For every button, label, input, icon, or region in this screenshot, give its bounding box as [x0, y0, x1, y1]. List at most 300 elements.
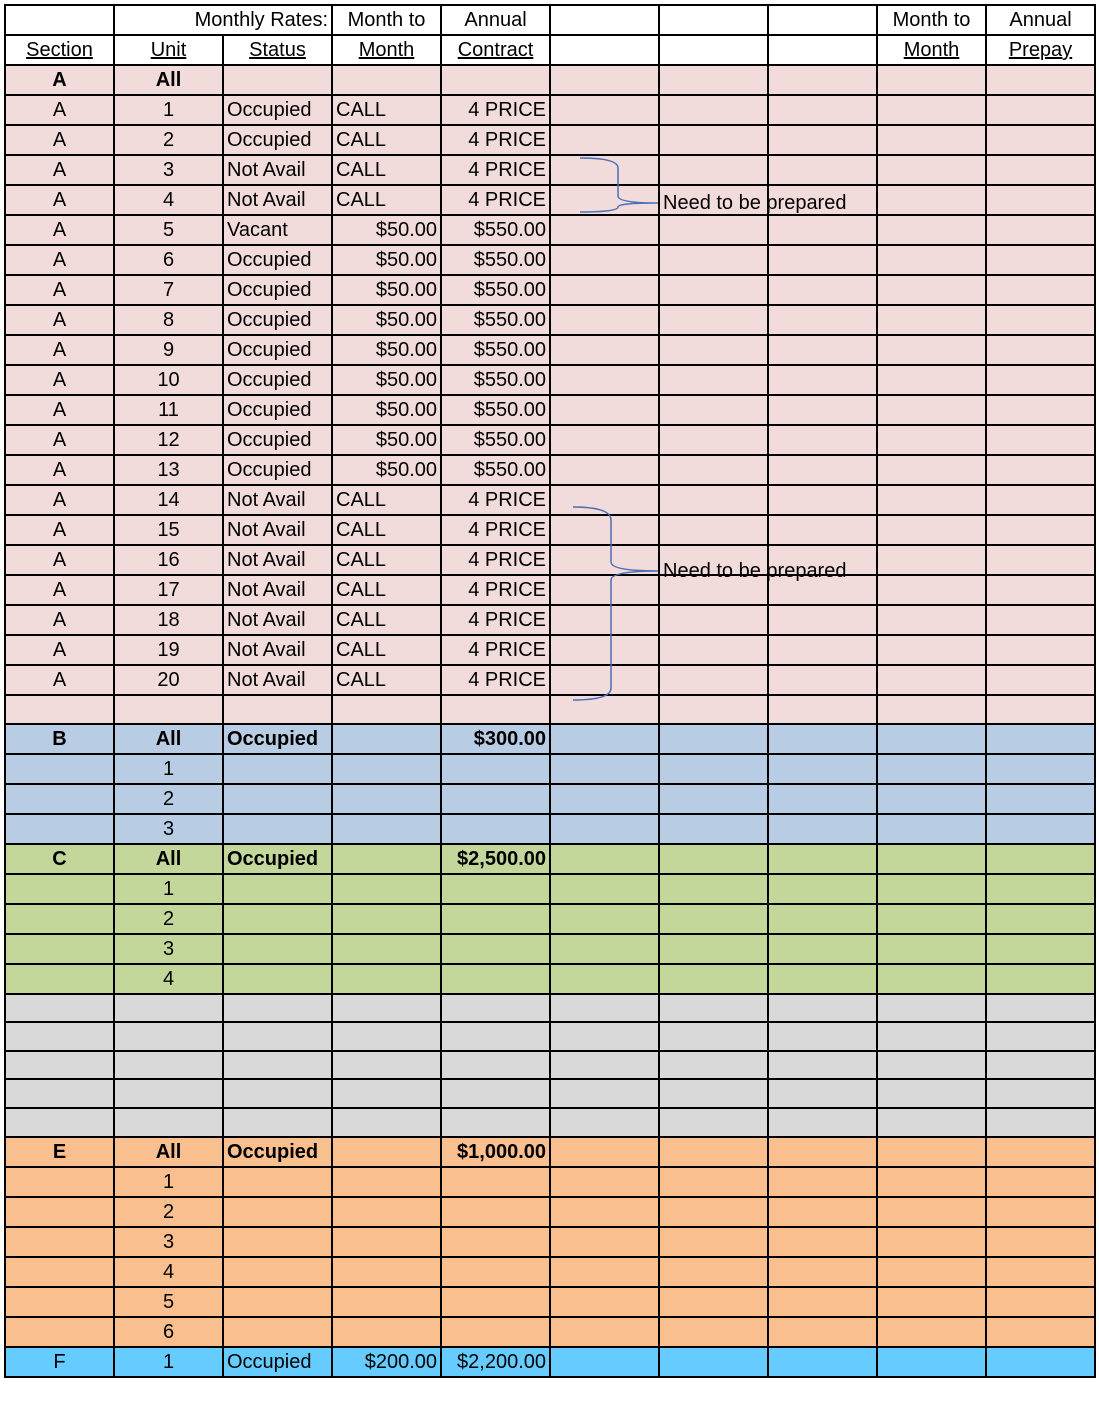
cell[interactable] [550, 515, 659, 545]
cell[interactable] [986, 1227, 1095, 1257]
section-cell[interactable]: A [5, 245, 114, 275]
cell[interactable] [332, 934, 441, 964]
annual-contract-cell[interactable]: 4 PRICE [441, 185, 550, 215]
cell[interactable] [223, 1287, 332, 1317]
cell[interactable] [768, 1287, 877, 1317]
cell[interactable] [659, 1227, 768, 1257]
annual-contract-cell[interactable]: 4 PRICE [441, 575, 550, 605]
cell[interactable] [659, 245, 768, 275]
status-cell[interactable]: Not Avail [223, 515, 332, 545]
cell[interactable] [223, 814, 332, 844]
cell[interactable] [441, 874, 550, 904]
unit-cell[interactable]: 15 [114, 515, 223, 545]
cell[interactable] [659, 575, 768, 605]
annual-contract-cell[interactable]: $550.00 [441, 275, 550, 305]
unit-cell[interactable]: 4 [114, 964, 223, 994]
section-cell[interactable]: A [5, 125, 114, 155]
cell[interactable] [659, 395, 768, 425]
unit-cell[interactable]: 1 [114, 874, 223, 904]
annual-contract-cell[interactable]: 4 PRICE [441, 95, 550, 125]
cell[interactable] [877, 934, 986, 964]
month-header-2[interactable]: Month [877, 35, 986, 65]
cell[interactable] [986, 305, 1095, 335]
section-cell[interactable]: A [5, 515, 114, 545]
cell[interactable] [659, 934, 768, 964]
cell[interactable] [441, 1317, 550, 1347]
cell[interactable] [877, 1287, 986, 1317]
cell[interactable] [877, 904, 986, 934]
cell[interactable] [659, 95, 768, 125]
cell[interactable] [550, 994, 659, 1023]
cell[interactable] [441, 1257, 550, 1287]
status-cell[interactable]: Not Avail [223, 665, 332, 695]
cell[interactable] [550, 904, 659, 934]
cell[interactable] [550, 1347, 659, 1377]
cell[interactable] [768, 395, 877, 425]
unit-cell[interactable]: 12 [114, 425, 223, 455]
section-cell[interactable]: A [5, 335, 114, 365]
section-cell[interactable]: A [5, 635, 114, 665]
month-to-month-cell[interactable]: $50.00 [332, 305, 441, 335]
unit-cell[interactable]: 18 [114, 605, 223, 635]
cell[interactable] [877, 1317, 986, 1347]
cell[interactable] [441, 1079, 550, 1108]
cell[interactable] [877, 695, 986, 724]
cell[interactable] [768, 1108, 877, 1137]
cell[interactable] [659, 1317, 768, 1347]
cell[interactable] [332, 1227, 441, 1257]
cell[interactable] [768, 784, 877, 814]
cell[interactable] [659, 635, 768, 665]
cell[interactable] [550, 665, 659, 695]
cell[interactable] [659, 904, 768, 934]
cell[interactable] [768, 185, 877, 215]
unit-cell[interactable]: 3 [114, 814, 223, 844]
annual-contract-cell[interactable]: $550.00 [441, 455, 550, 485]
cell[interactable] [441, 1197, 550, 1227]
cell[interactable] [768, 1167, 877, 1197]
unit-cell[interactable]: All [114, 724, 223, 754]
cell[interactable] [441, 1051, 550, 1080]
month-to-month-cell[interactable]: $50.00 [332, 335, 441, 365]
cell[interactable] [986, 784, 1095, 814]
cell[interactable] [550, 155, 659, 185]
monthly-rates-label[interactable]: Monthly Rates: [114, 5, 332, 35]
cell[interactable] [986, 605, 1095, 635]
unit-header[interactable]: Unit [114, 35, 223, 65]
cell[interactable] [332, 1022, 441, 1051]
cell[interactable] [659, 605, 768, 635]
cell[interactable] [877, 305, 986, 335]
section-cell[interactable]: E [5, 1137, 114, 1167]
unit-cell[interactable]: 14 [114, 485, 223, 515]
cell[interactable] [986, 545, 1095, 575]
cell[interactable] [986, 425, 1095, 455]
cell[interactable] [877, 754, 986, 784]
annual-contract-cell[interactable]: 4 PRICE [441, 545, 550, 575]
cell[interactable] [986, 1167, 1095, 1197]
annual-contract-cell[interactable]: $550.00 [441, 425, 550, 455]
cell[interactable] [550, 724, 659, 754]
cell[interactable] [986, 575, 1095, 605]
month-to-month-cell[interactable]: $50.00 [332, 395, 441, 425]
cell[interactable] [768, 215, 877, 245]
cell[interactable] [768, 874, 877, 904]
cell[interactable] [441, 994, 550, 1023]
annual-contract-cell[interactable]: $1,000.00 [441, 1137, 550, 1167]
unit-cell[interactable]: 4 [114, 185, 223, 215]
cell[interactable] [659, 65, 768, 95]
section-cell[interactable]: A [5, 155, 114, 185]
unit-cell[interactable]: 17 [114, 575, 223, 605]
cell[interactable] [986, 1347, 1095, 1377]
cell[interactable] [441, 784, 550, 814]
cell[interactable] [223, 65, 332, 95]
cell[interactable] [986, 275, 1095, 305]
status-cell[interactable]: Not Avail [223, 575, 332, 605]
cell[interactable] [550, 1257, 659, 1287]
cell[interactable] [441, 964, 550, 994]
cell[interactable] [223, 1227, 332, 1257]
cell[interactable] [659, 1257, 768, 1287]
cell[interactable] [5, 1079, 114, 1108]
unit-cell[interactable]: 9 [114, 335, 223, 365]
cell[interactable] [441, 1287, 550, 1317]
cell[interactable] [550, 215, 659, 245]
cell[interactable] [550, 485, 659, 515]
cell[interactable] [768, 1347, 877, 1377]
month-to-label[interactable]: Month to [332, 5, 441, 35]
cell[interactable] [550, 1079, 659, 1108]
cell[interactable] [877, 994, 986, 1023]
cell[interactable] [332, 1167, 441, 1197]
cell[interactable] [223, 754, 332, 784]
cell[interactable] [986, 1287, 1095, 1317]
cell[interactable] [550, 635, 659, 665]
unit-cell[interactable]: 1 [114, 1347, 223, 1377]
cell[interactable] [223, 1079, 332, 1108]
cell[interactable] [986, 665, 1095, 695]
unit-cell[interactable]: 16 [114, 545, 223, 575]
cell[interactable] [986, 635, 1095, 665]
cell[interactable] [986, 754, 1095, 784]
cell[interactable] [877, 665, 986, 695]
cell[interactable] [768, 1137, 877, 1167]
cell[interactable] [659, 724, 768, 754]
cell[interactable] [5, 874, 114, 904]
cell[interactable] [768, 635, 877, 665]
cell[interactable] [877, 964, 986, 994]
cell[interactable] [877, 605, 986, 635]
cell[interactable] [877, 1227, 986, 1257]
cell[interactable] [659, 1197, 768, 1227]
unit-cell[interactable]: 20 [114, 665, 223, 695]
cell[interactable] [768, 95, 877, 125]
unit-cell[interactable]: 2 [114, 784, 223, 814]
cell[interactable] [550, 1287, 659, 1317]
cell[interactable] [768, 425, 877, 455]
status-cell[interactable]: Occupied [223, 724, 332, 754]
cell[interactable] [550, 185, 659, 215]
cell[interactable] [223, 904, 332, 934]
cell[interactable] [877, 784, 986, 814]
cell[interactable] [550, 1317, 659, 1347]
cell[interactable] [877, 814, 986, 844]
annual-contract-cell[interactable]: $550.00 [441, 335, 550, 365]
cell[interactable] [986, 485, 1095, 515]
cell[interactable] [768, 695, 877, 724]
cell[interactable] [986, 904, 1095, 934]
cell[interactable] [659, 784, 768, 814]
cell[interactable] [768, 934, 877, 964]
cell[interactable] [877, 1079, 986, 1108]
unit-cell[interactable]: 3 [114, 1227, 223, 1257]
cell[interactable] [768, 1197, 877, 1227]
cell[interactable] [223, 1167, 332, 1197]
cell[interactable] [986, 515, 1095, 545]
status-cell[interactable]: Vacant [223, 215, 332, 245]
cell[interactable] [441, 1167, 550, 1197]
status-cell[interactable]: Occupied [223, 275, 332, 305]
unit-cell[interactable]: 10 [114, 365, 223, 395]
month-to-month-cell[interactable]: CALL [332, 485, 441, 515]
cell[interactable] [5, 1108, 114, 1137]
cell[interactable] [986, 1051, 1095, 1080]
annual-contract-cell[interactable]: $550.00 [441, 395, 550, 425]
annual-contract-cell[interactable]: 4 PRICE [441, 485, 550, 515]
cell[interactable] [332, 724, 441, 754]
cell[interactable] [986, 245, 1095, 275]
unit-cell[interactable]: 1 [114, 754, 223, 784]
unit-cell[interactable]: 2 [114, 1197, 223, 1227]
cell[interactable] [441, 1108, 550, 1137]
cell[interactable] [659, 1022, 768, 1051]
annual-contract-cell[interactable]: 4 PRICE [441, 605, 550, 635]
cell[interactable] [550, 125, 659, 155]
section-cell[interactable]: A [5, 185, 114, 215]
unit-cell[interactable]: 11 [114, 395, 223, 425]
status-cell[interactable]: Not Avail [223, 635, 332, 665]
section-cell[interactable]: A [5, 575, 114, 605]
section-cell[interactable]: A [5, 455, 114, 485]
cell[interactable] [768, 605, 877, 635]
cell[interactable] [877, 365, 986, 395]
cell[interactable] [5, 934, 114, 964]
month-to-month-cell[interactable]: $50.00 [332, 455, 441, 485]
cell[interactable] [550, 1051, 659, 1080]
cell[interactable] [550, 575, 659, 605]
cell[interactable] [877, 65, 986, 95]
cell[interactable] [986, 1197, 1095, 1227]
annual-contract-cell[interactable]: $300.00 [441, 724, 550, 754]
section-cell[interactable]: F [5, 1347, 114, 1377]
cell[interactable] [768, 155, 877, 185]
cell[interactable] [659, 1108, 768, 1137]
annual-label[interactable]: Annual [441, 5, 550, 35]
cell[interactable] [986, 844, 1095, 874]
section-cell[interactable]: A [5, 215, 114, 245]
cell[interactable] [441, 754, 550, 784]
cell[interactable] [877, 395, 986, 425]
cell[interactable] [5, 5, 114, 35]
annual-contract-cell[interactable]: $550.00 [441, 245, 550, 275]
cell[interactable] [332, 65, 441, 95]
cell[interactable] [877, 844, 986, 874]
cell[interactable] [223, 1022, 332, 1051]
cell[interactable] [877, 635, 986, 665]
cell[interactable] [550, 844, 659, 874]
cell[interactable] [768, 575, 877, 605]
cell[interactable] [768, 724, 877, 754]
cell[interactable] [550, 395, 659, 425]
unit-cell[interactable]: 19 [114, 635, 223, 665]
cell[interactable] [768, 1257, 877, 1287]
unit-cell[interactable]: 7 [114, 275, 223, 305]
cell[interactable] [550, 5, 659, 35]
cell[interactable] [768, 545, 877, 575]
cell[interactable] [877, 95, 986, 125]
cell[interactable] [659, 1137, 768, 1167]
cell[interactable] [550, 425, 659, 455]
cell[interactable] [768, 1079, 877, 1108]
cell[interactable] [223, 784, 332, 814]
cell[interactable] [550, 245, 659, 275]
unit-cell[interactable]: 1 [114, 1167, 223, 1197]
cell[interactable] [659, 874, 768, 904]
cell[interactable] [986, 1257, 1095, 1287]
cell[interactable] [332, 784, 441, 814]
cell[interactable] [659, 1347, 768, 1377]
unit-cell[interactable]: 2 [114, 904, 223, 934]
cell[interactable] [550, 754, 659, 784]
cell[interactable] [659, 1167, 768, 1197]
cell[interactable] [5, 1317, 114, 1347]
cell[interactable] [986, 365, 1095, 395]
month-header[interactable]: Month [332, 35, 441, 65]
cell[interactable] [441, 814, 550, 844]
cell[interactable] [550, 65, 659, 95]
contract-header[interactable]: Contract [441, 35, 550, 65]
unit-cell[interactable]: 5 [114, 1287, 223, 1317]
section-cell[interactable]: B [5, 724, 114, 754]
status-cell[interactable]: Occupied [223, 95, 332, 125]
cell[interactable] [659, 1051, 768, 1080]
annual-contract-cell[interactable]: 4 PRICE [441, 635, 550, 665]
cell[interactable] [223, 1197, 332, 1227]
cell[interactable] [659, 754, 768, 784]
cell[interactable] [5, 994, 114, 1023]
cell[interactable] [550, 35, 659, 65]
cell[interactable] [659, 425, 768, 455]
cell[interactable] [114, 994, 223, 1023]
unit-cell[interactable]: 5 [114, 215, 223, 245]
cell[interactable] [441, 1022, 550, 1051]
section-header[interactable]: Section [5, 35, 114, 65]
cell[interactable] [659, 455, 768, 485]
cell[interactable] [659, 365, 768, 395]
annual-contract-cell[interactable]: $550.00 [441, 305, 550, 335]
cell[interactable] [986, 1317, 1095, 1347]
cell[interactable] [114, 1022, 223, 1051]
cell[interactable] [223, 1051, 332, 1080]
cell[interactable] [332, 1051, 441, 1080]
cell[interactable] [768, 485, 877, 515]
cell[interactable] [659, 994, 768, 1023]
cell[interactable] [986, 65, 1095, 95]
cell[interactable] [877, 245, 986, 275]
cell[interactable] [332, 844, 441, 874]
unit-cell[interactable]: 3 [114, 155, 223, 185]
cell[interactable] [877, 125, 986, 155]
status-cell[interactable]: Occupied [223, 1137, 332, 1167]
cell[interactable] [223, 964, 332, 994]
cell[interactable] [768, 35, 877, 65]
cell[interactable] [877, 545, 986, 575]
cell[interactable] [986, 1137, 1095, 1167]
cell[interactable] [768, 844, 877, 874]
cell[interactable] [659, 1287, 768, 1317]
cell[interactable] [986, 455, 1095, 485]
cell[interactable] [768, 1051, 877, 1080]
status-cell[interactable]: Occupied [223, 125, 332, 155]
status-cell[interactable]: Occupied [223, 425, 332, 455]
cell[interactable] [877, 515, 986, 545]
cell[interactable] [659, 695, 768, 724]
month-to-month-cell[interactable]: CALL [332, 545, 441, 575]
unit-cell[interactable]: 1 [114, 95, 223, 125]
cell[interactable] [877, 1347, 986, 1377]
cell[interactable] [550, 874, 659, 904]
annual-contract-cell[interactable]: 4 PRICE [441, 125, 550, 155]
cell[interactable] [986, 215, 1095, 245]
cell[interactable] [986, 1079, 1095, 1108]
cell[interactable] [768, 335, 877, 365]
annual-contract-cell[interactable]: $2,200.00 [441, 1347, 550, 1377]
cell[interactable] [768, 245, 877, 275]
unit-cell[interactable]: All [114, 1137, 223, 1167]
unit-cell[interactable]: 6 [114, 1317, 223, 1347]
unit-cell[interactable]: 13 [114, 455, 223, 485]
cell[interactable] [768, 1022, 877, 1051]
month-to-month-cell[interactable]: $50.00 [332, 245, 441, 275]
cell[interactable] [877, 485, 986, 515]
month-to-month-cell[interactable]: CALL [332, 95, 441, 125]
cell[interactable] [223, 1317, 332, 1347]
month-to-month-cell[interactable]: $50.00 [332, 365, 441, 395]
cell[interactable] [877, 455, 986, 485]
cell[interactable] [5, 754, 114, 784]
cell[interactable] [877, 185, 986, 215]
cell[interactable] [550, 335, 659, 365]
cell[interactable] [877, 1167, 986, 1197]
cell[interactable] [659, 305, 768, 335]
cell[interactable] [332, 1317, 441, 1347]
unit-cell[interactable]: All [114, 65, 223, 95]
month-to-month-cell[interactable]: CALL [332, 185, 441, 215]
cell[interactable] [986, 874, 1095, 904]
cell[interactable] [659, 5, 768, 35]
prepay-header[interactable]: Prepay [986, 35, 1095, 65]
cell[interactable] [332, 904, 441, 934]
section-cell[interactable]: A [5, 485, 114, 515]
cell[interactable] [986, 724, 1095, 754]
cell[interactable] [877, 1108, 986, 1137]
month-to-month-cell[interactable]: CALL [332, 575, 441, 605]
cell[interactable] [659, 814, 768, 844]
cell[interactable] [877, 1197, 986, 1227]
cell[interactable] [768, 754, 877, 784]
cell[interactable] [768, 814, 877, 844]
